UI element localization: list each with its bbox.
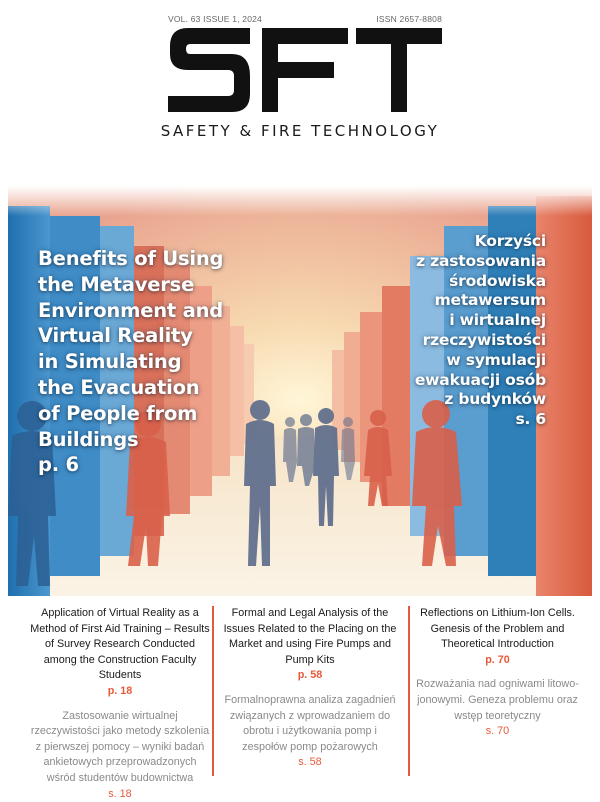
headline-en-line: of People from [38,401,198,425]
article-title-en: Application of Virtual Reality as a Method of First Aid Training – Results of Survey Research Conducted among the Construction Faculty Students [30,607,210,682]
headline-en-line: Environment and [38,298,224,322]
article-page-en: p. 70 [485,653,510,666]
volume-label: VOL. 63 ISSUE 1, 2024 [168,14,262,24]
article-title-pl: Formalnoprawna analiza zagadnień związanych z wprowadzaniem do obrotu i użytkowania pomp i zespołów pomp pożarowych [224,693,396,753]
logo-letter-f [262,28,348,112]
article-teaser[interactable] [30,606,210,800]
column-divider [212,606,214,776]
article-page-pl: s. 70 [485,725,510,738]
article-teaser[interactable] [415,606,580,776]
headline-pl-line: ewakuacji osób [414,370,546,389]
headline-pl-line: i wirtualnej [449,311,546,330]
article-title-pl: Zastosowanie wirtualnej rzeczywistości jako metody szkolenia z pierwszej pomocy – wyniki badań ankietowych przeprowadzonych wśród studentów budownictwa [30,709,210,784]
headline-en-line: Benefits of Using [38,247,224,270]
headline-en-line: the Evacuation [38,375,200,399]
journal-subtitle: SAFETY & FIRE TECHNOLOGY [160,122,440,140]
column-divider [408,606,410,776]
article-page-pl: s. 18 [108,787,132,800]
headline-english [38,246,268,478]
article-teaser[interactable] [220,606,400,776]
article-title-en: Formal and Legal Analysis of the Issues Related to the Placing on the Market and using Fire Pumps and Pump Kits [223,607,397,666]
headline-en-line: Buildings [38,427,139,451]
headline-en-line: the Metaverse [38,272,195,296]
issn-label: ISSN 2657-8808 [376,14,442,24]
headline-pl-line: Korzyści [474,232,546,250]
headline-pl-line: rzeczywistości [422,330,546,349]
logo-letter-s [168,28,250,112]
headline-en-line: Virtual Reality [38,324,193,348]
article-page-en: p. 18 [107,684,133,697]
headline-en-line: in Simulating [38,350,182,374]
headline-pl-line: metawersum [434,291,546,310]
headline-en-page: p. 6 [38,453,79,477]
headline-pl-line: z budynków [444,390,546,409]
top-fade [8,186,592,216]
article-title-pl: Rozważania nad ogniwami litowo-jonowymi. Geneza problemu oraz wstęp teoretyczny [416,678,579,722]
headline-pl-page: s. 6 [515,410,546,429]
article-list [20,606,580,800]
headline-pl-line: w symulacji [446,350,546,369]
headline-polish [356,232,546,430]
headline-pl-line: środowiska [449,271,546,290]
sft-logo [166,24,444,116]
headline-pl-line: z zastosowania [416,251,546,270]
article-title-en: Reflections on Lithium-Ion Cells. Genesis of the Problem and Theoretical Introduction [420,607,575,651]
logo-letter-t [356,28,442,112]
article-page-en: p. 58 [297,669,323,682]
article-page-pl: s. 58 [298,756,322,769]
